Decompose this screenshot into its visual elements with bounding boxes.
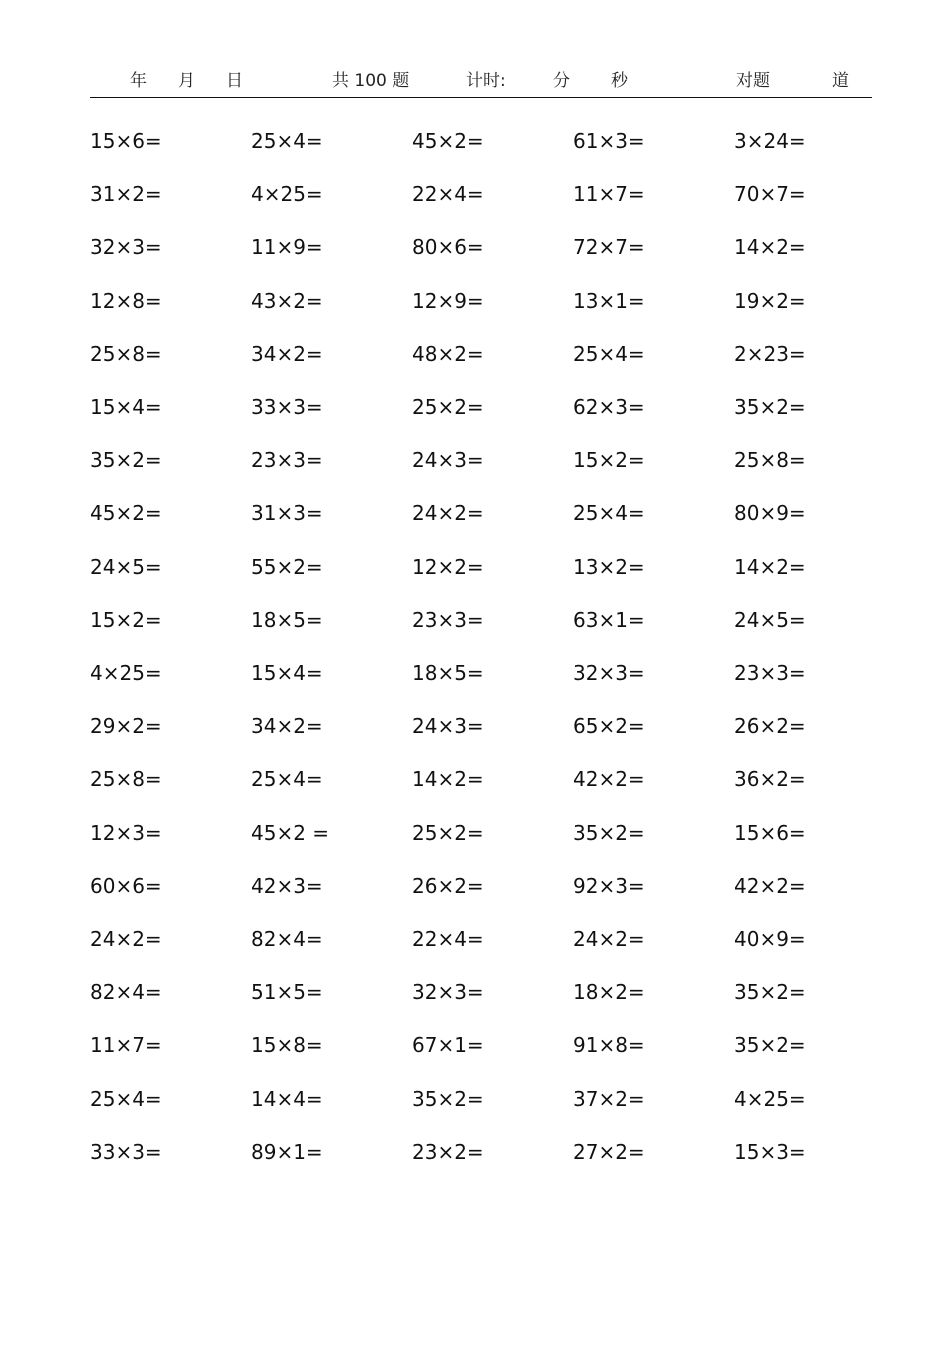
problem-item: 34×2=	[251, 714, 323, 738]
problem-item: 15×3=	[734, 1140, 806, 1164]
problem-item: 26×2=	[412, 874, 484, 898]
problem-item: 35×2=	[573, 821, 645, 845]
problem-item: 63×1=	[573, 608, 645, 632]
problem-item: 24×2=	[412, 501, 484, 525]
problem-item: 14×2=	[734, 555, 806, 579]
problem-item: 24×5=	[90, 555, 162, 579]
problem-item: 14×4=	[251, 1087, 323, 1111]
problem-item: 24×2=	[573, 927, 645, 951]
problem-item: 11×7=	[573, 182, 645, 206]
problem-item: 31×2=	[90, 182, 162, 206]
problem-item: 24×3=	[412, 714, 484, 738]
problem-item: 51×5=	[251, 980, 323, 1004]
problem-item: 25×8=	[734, 448, 806, 472]
problem-item: 4×25=	[90, 661, 162, 685]
correct-count-label: 对题	[736, 71, 770, 91]
problem-item: 12×3=	[90, 821, 162, 845]
problem-item: 14×2=	[412, 767, 484, 791]
problem-item: 42×2=	[573, 767, 645, 791]
problem-item: 24×2=	[90, 927, 162, 951]
timer-label: 计时:	[466, 71, 506, 91]
month-label: 月	[178, 71, 195, 91]
problem-item: 15×4=	[251, 661, 323, 685]
problem-item: 33×3=	[251, 395, 323, 419]
problem-item: 12×9=	[412, 289, 484, 313]
problem-item: 18×5=	[412, 661, 484, 685]
problem-item: 36×2=	[734, 767, 806, 791]
day-label: 日	[226, 71, 243, 91]
problem-item: 25×4=	[251, 767, 323, 791]
year-label: 年	[130, 71, 147, 91]
problem-item: 65×2=	[573, 714, 645, 738]
problem-item: 18×5=	[251, 608, 323, 632]
problem-item: 61×3=	[573, 129, 645, 153]
problem-item: 24×3=	[412, 448, 484, 472]
problem-item: 15×4=	[90, 395, 162, 419]
problem-item: 91×8=	[573, 1033, 645, 1057]
problem-item: 60×6=	[90, 874, 162, 898]
problem-item: 24×5=	[734, 608, 806, 632]
problem-item: 55×2=	[251, 555, 323, 579]
problem-item: 89×1=	[251, 1140, 323, 1164]
problem-item: 82×4=	[251, 927, 323, 951]
problem-item: 80×6=	[412, 235, 484, 259]
problem-item: 72×7=	[573, 235, 645, 259]
total-questions-label: 共 100 题	[332, 71, 410, 91]
problem-item: 42×2=	[734, 874, 806, 898]
problem-item: 12×8=	[90, 289, 162, 313]
problem-item: 43×2=	[251, 289, 323, 313]
problem-item: 12×2=	[412, 555, 484, 579]
problem-item: 80×9=	[734, 501, 806, 525]
problem-item: 15×6=	[734, 821, 806, 845]
problem-item: 35×2=	[90, 448, 162, 472]
problem-item: 35×2=	[412, 1087, 484, 1111]
problem-item: 27×2=	[573, 1140, 645, 1164]
problem-item: 25×8=	[90, 342, 162, 366]
problem-item: 32×3=	[412, 980, 484, 1004]
problem-item: 70×7=	[734, 182, 806, 206]
problem-item: 3×24=	[734, 129, 806, 153]
problem-item: 45×2=	[90, 501, 162, 525]
problem-item: 25×2=	[412, 395, 484, 419]
problem-item: 15×6=	[90, 129, 162, 153]
problem-item: 25×4=	[573, 342, 645, 366]
problem-item: 13×2=	[573, 555, 645, 579]
problem-item: 25×8=	[90, 767, 162, 791]
problem-item: 23×2=	[412, 1140, 484, 1164]
problem-item: 23×3=	[251, 448, 323, 472]
problem-item: 48×2=	[412, 342, 484, 366]
problem-item: 18×2=	[573, 980, 645, 1004]
problem-item: 67×1=	[412, 1033, 484, 1057]
problem-item: 37×2=	[573, 1087, 645, 1111]
problem-item: 25×4=	[251, 129, 323, 153]
problem-item: 62×3=	[573, 395, 645, 419]
problem-item: 4×25=	[251, 182, 323, 206]
correct-unit-label: 道	[832, 71, 849, 91]
problem-item: 11×9=	[251, 235, 323, 259]
problem-item: 11×7=	[90, 1033, 162, 1057]
problem-item: 15×2=	[90, 608, 162, 632]
problem-item: 14×2=	[734, 235, 806, 259]
problem-item: 45×2=	[412, 129, 484, 153]
problem-item: 29×2=	[90, 714, 162, 738]
problem-item: 34×2=	[251, 342, 323, 366]
problem-item: 31×3=	[251, 501, 323, 525]
minute-label: 分	[553, 71, 570, 91]
problem-item: 22×4=	[412, 927, 484, 951]
problem-item: 35×2=	[734, 395, 806, 419]
problem-item: 92×3=	[573, 874, 645, 898]
problem-item: 32×3=	[90, 235, 162, 259]
problem-item: 42×3=	[251, 874, 323, 898]
problem-item: 25×4=	[573, 501, 645, 525]
problem-item: 23×3=	[734, 661, 806, 685]
problem-item: 40×9=	[734, 927, 806, 951]
problem-item: 35×2=	[734, 980, 806, 1004]
problem-item: 2×23=	[734, 342, 806, 366]
problem-item: 32×3=	[573, 661, 645, 685]
problem-item: 13×1=	[573, 289, 645, 313]
problem-item: 23×3=	[412, 608, 484, 632]
second-label: 秒	[611, 71, 628, 91]
problem-item: 25×2=	[412, 821, 484, 845]
problem-item: 82×4=	[90, 980, 162, 1004]
problem-item: 15×8=	[251, 1033, 323, 1057]
problem-item: 35×2=	[734, 1033, 806, 1057]
problem-item: 19×2=	[734, 289, 806, 313]
problem-item: 15×2=	[573, 448, 645, 472]
problem-item: 25×4=	[90, 1087, 162, 1111]
problem-item: 45×2 =	[251, 821, 330, 845]
problem-item: 33×3=	[90, 1140, 162, 1164]
problem-item: 26×2=	[734, 714, 806, 738]
problem-item: 4×25=	[734, 1087, 806, 1111]
problem-item: 22×4=	[412, 182, 484, 206]
